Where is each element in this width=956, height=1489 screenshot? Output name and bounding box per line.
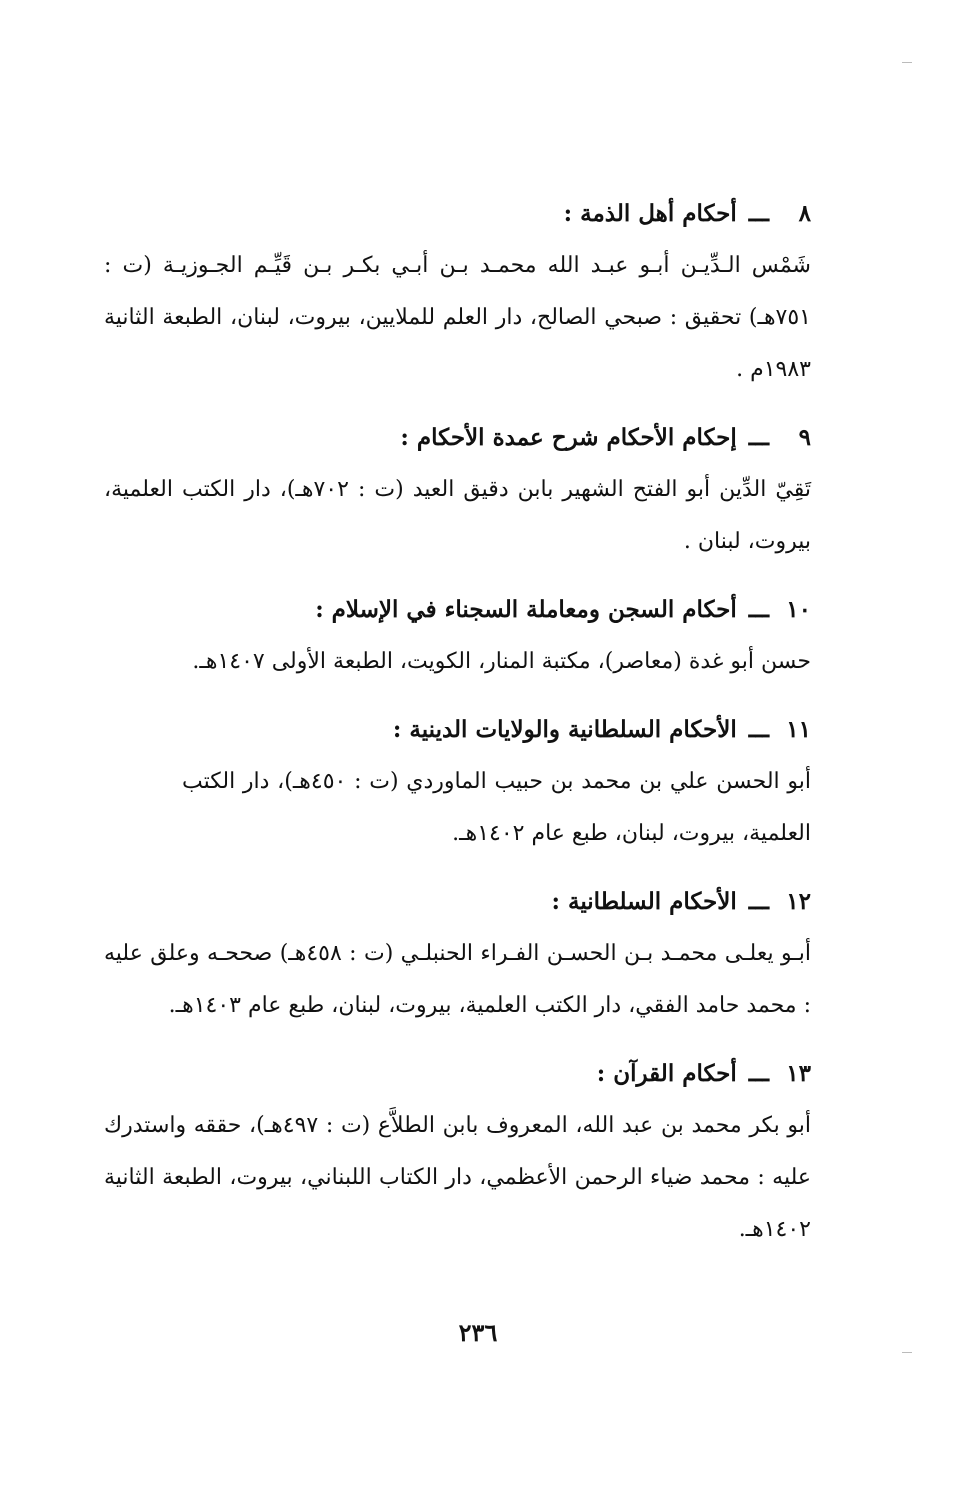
entry-dash: ـــ <box>748 424 769 451</box>
entry-dash: ـــ <box>748 716 769 743</box>
entry-heading <box>104 704 811 756</box>
entry-title: أحكام أهل الذمة : <box>563 200 737 227</box>
entry-dash: ـــ <box>748 1060 769 1087</box>
entry-dash: ـــ <box>748 888 769 915</box>
entry-body: حسن أبو غدة (معاصر)، مكتبة المنار، الكويت، الطبعة الأولى ١٤٠٧هـ. <box>192 649 811 674</box>
entry-heading <box>104 188 811 240</box>
edge-mark <box>902 1352 912 1353</box>
bibliography-entry <box>104 1048 811 1256</box>
entry-heading <box>104 584 811 636</box>
entry-body: أبو الحسن علي بن محمد بن حبيب الماوردي (ت : ٤٥٠هـ)، دار الكتب العلمية، بيروت، لبنان، طبع عام ١٤٠٢هـ. <box>182 769 811 846</box>
entry-number: ١٢ <box>786 888 811 915</box>
entry-heading <box>104 1048 811 1100</box>
entry-dash: ـــ <box>748 596 769 623</box>
bibliography-entry <box>104 412 811 568</box>
entry-number: ١٠ <box>786 596 811 623</box>
entry-title: أحكام السجن ومعاملة السجناء في الإسلام : <box>315 596 737 623</box>
entry-number: ٨ <box>798 200 811 227</box>
entry-title: إحكام الأحكام شرح عمدة الأحكام : <box>400 424 737 451</box>
bibliography-entry <box>104 876 811 1032</box>
entry-title: الأحكام السلطانية : <box>551 888 737 915</box>
entry-heading <box>104 876 811 928</box>
entry-body: تَقِيّ الدِّين أبو الفتح الشهير بابن دقيق العيد (ت : ٧٠٢هـ)، دار الكتب العلمية، بيروت، لبنان . <box>104 477 811 554</box>
entry-dash: ـــ <box>748 200 769 227</box>
bibliography-entry <box>104 704 811 860</box>
entry-number: ١٣ <box>786 1060 811 1087</box>
entry-body: أبو بكر محمد بن عبد الله، المعروف بابن الطلاَّع (ت : ٤٩٧هـ)، حققه واستدرك عليه : محمد ضياء الرحمن الأعظمي، دار الكتاب اللبناني، بيروت، الطبعة الثانية ١٤٠٢هـ. <box>104 1113 812 1242</box>
entry-title: الأحكام السلطانية والولايات الدينية : <box>392 716 737 743</box>
bibliography-entry <box>104 188 811 396</box>
entry-body: شَمْس الـدِّيـن أبـو عبـد الله محمـد بـن أبـي بكـر بـن قَيِّـم الجـوزيـة (ت : ٧٥١هـ) تحقيق : صبحي الصالح، دار العلم للملايين، بيروت، لبنان، الطبعة الثانية ١٩٨٣م . <box>104 253 811 382</box>
bibliography-list <box>104 188 811 1272</box>
entry-heading <box>104 412 811 464</box>
entry-body: أبـو يعلـى محمـد بـن الحسـن الفـراء الحنبلـي (ت : ٤٥٨هـ) صححـه وعلق عليه : محمد حامد الفقي، دار الكتب العلمية، بيروت، لبنان، طبع عام ١٤٠٣هـ. <box>104 941 811 1018</box>
entry-number: ١١ <box>786 716 811 743</box>
entry-title: أحكام القرآن : <box>596 1060 737 1087</box>
bibliography-entry <box>104 584 811 688</box>
page-number: ٢٣٦ <box>458 1318 498 1347</box>
edge-mark <box>902 62 912 63</box>
entry-number: ٩ <box>798 424 811 451</box>
